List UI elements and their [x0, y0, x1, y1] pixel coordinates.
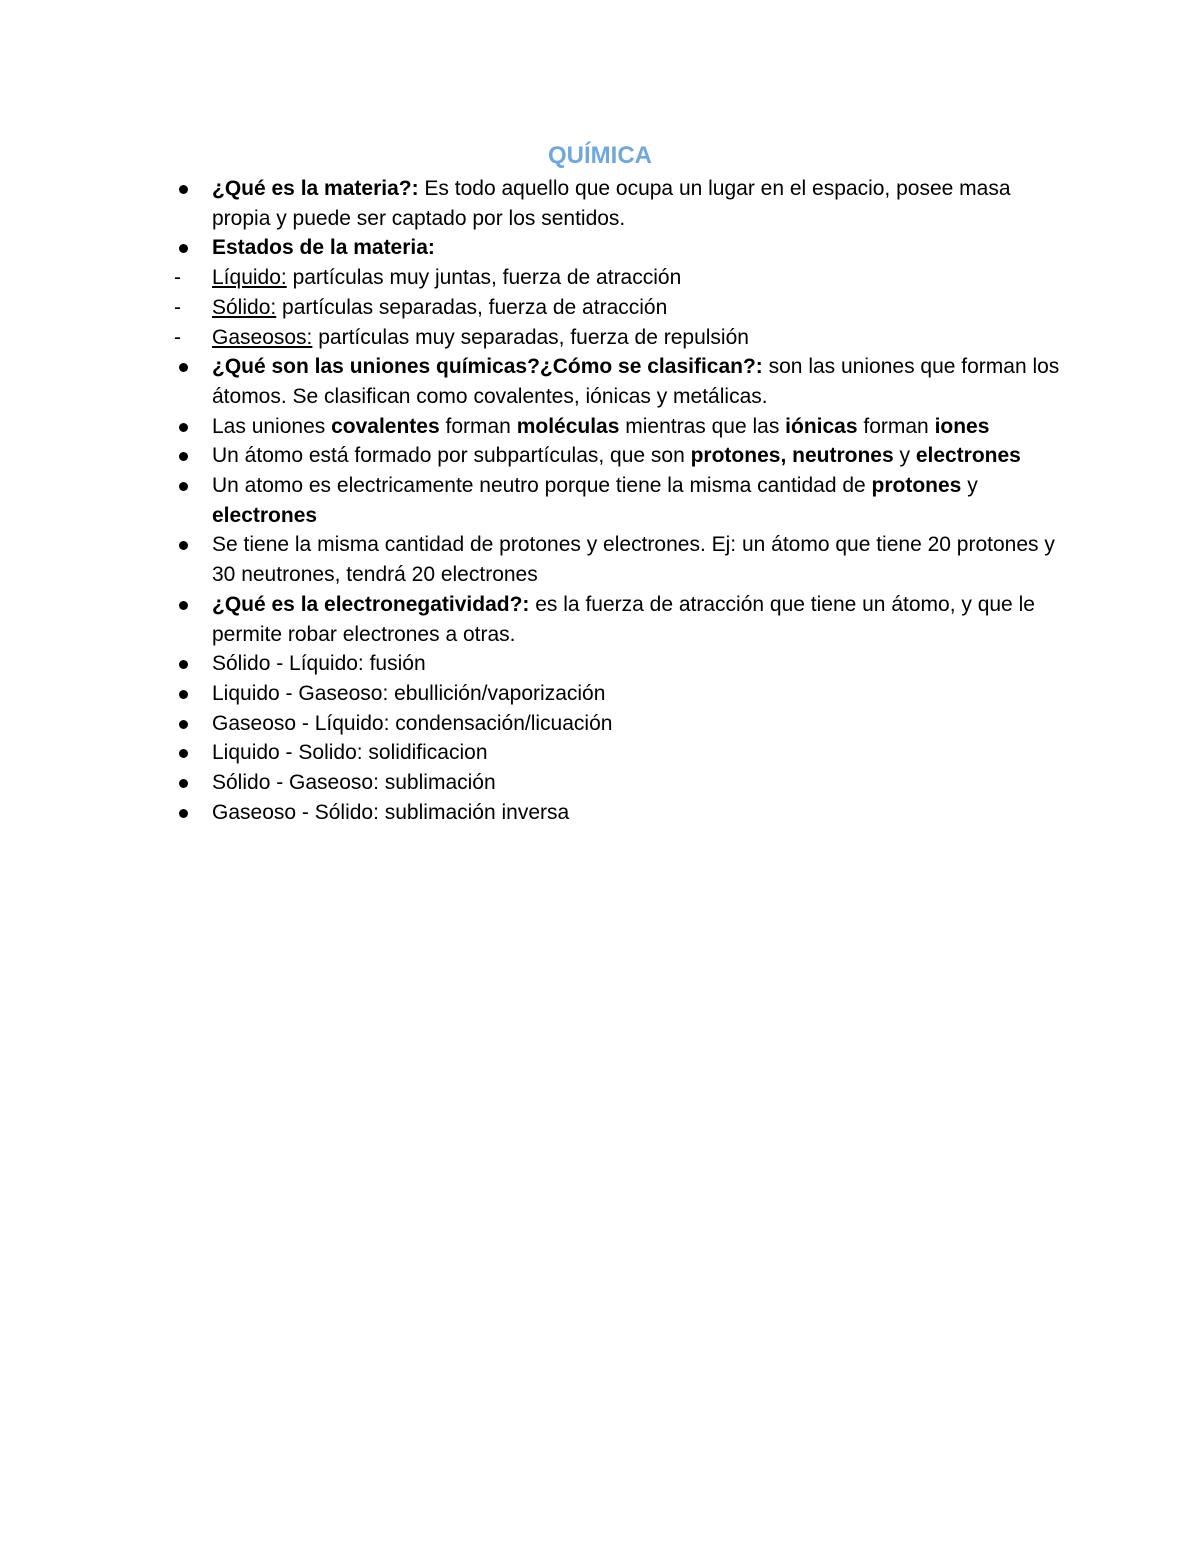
sub-list-item	[172, 293, 1062, 323]
list-item-text	[212, 444, 1021, 467]
list-item	[172, 412, 1062, 442]
list-item	[172, 709, 1062, 739]
notes-list	[172, 174, 1062, 827]
body-text: mientras que las	[619, 414, 786, 438]
list-item-text	[212, 593, 1035, 646]
body-text: Liquido - Solido: solidificacion	[212, 741, 488, 765]
list-item	[172, 768, 1062, 798]
bold-text: covalentes	[331, 414, 440, 438]
list-item-text	[212, 415, 989, 438]
body-text: Gaseoso - Líquido: condensación/licuación	[212, 711, 613, 735]
bold-text: ¿Qué es la materia?:	[212, 177, 419, 200]
list-item-text	[212, 474, 978, 527]
list-item-text	[212, 533, 1055, 586]
underlined-label: Gaseosos:	[212, 325, 313, 349]
body-text: Sólido - Líquido: fusión	[212, 652, 426, 676]
list-item-text	[212, 266, 681, 289]
bold-text: Estados de la materia:	[212, 236, 435, 260]
list-item	[172, 233, 1062, 263]
body-text: son las uniones que forman los átomos. Se clasifican como covalentes, iónicas y metálicas.	[212, 355, 1060, 408]
document-title: QUÍMICA	[548, 142, 652, 169]
list-item	[172, 530, 1062, 589]
body-text: y	[893, 444, 916, 468]
bold-text: iones	[934, 414, 990, 438]
list-item-text	[212, 652, 426, 675]
sub-list-item	[172, 263, 1062, 293]
body-text: Las uniones	[212, 414, 332, 438]
list-item-text	[212, 801, 569, 824]
body-text: Sólido - Gaseoso: sublimación	[212, 771, 496, 795]
body-text: Gaseoso - Sólido: sublimación inversa	[212, 800, 570, 824]
list-item-text	[212, 296, 667, 319]
list-item-text	[212, 355, 1059, 408]
body-text: Liquido - Gaseoso: ebullición/vaporización	[212, 681, 606, 705]
list-item	[172, 352, 1062, 411]
bold-text: electrones	[915, 444, 1021, 468]
body-text: partículas separadas, fuerza de atracción	[276, 295, 668, 319]
body-text: Es todo aquello que ocupa un lugar en el espacio, posee masa propia y puede ser captado por los sentidos.	[212, 177, 1011, 230]
body-text: Se tiene la misma cantidad de protones y electrones. Ej: un átomo que tiene 20 protones y 30 neutrones, tendrá 20 electrones	[212, 533, 1055, 587]
list-item-text	[212, 682, 605, 705]
list-item-text	[212, 712, 612, 735]
body-text: Un atomo es electricamente neutro porque tiene la misma cantidad de	[212, 474, 872, 498]
list-item	[172, 679, 1062, 709]
list-item-text	[212, 771, 496, 794]
bold-text: protones, neutrones	[690, 444, 894, 468]
bold-text: electrones	[212, 503, 318, 527]
body-text: partículas muy juntas, fuerza de atracción	[286, 266, 682, 290]
underlined-label: Líquido:	[212, 266, 287, 290]
bold-text: moléculas	[516, 414, 620, 438]
bold-text: iónicas	[785, 414, 858, 438]
list-item	[172, 441, 1062, 471]
list-item-text	[212, 236, 435, 259]
bold-text: ¿Qué es la electronegatividad?:	[212, 592, 530, 616]
list-item-text	[212, 177, 1011, 230]
body-text: Un átomo está formado por subpartículas, que son	[212, 444, 691, 468]
bold-text: protones	[871, 474, 962, 498]
list-item	[172, 590, 1062, 649]
list-item	[172, 471, 1062, 530]
body-text: partículas muy separadas, fuerza de repulsión	[312, 325, 749, 349]
list-item	[172, 738, 1062, 768]
underlined-label: Sólido:	[212, 295, 277, 319]
list-item	[172, 649, 1062, 679]
body-text: y	[961, 474, 978, 498]
body-text: forman	[857, 414, 935, 438]
sub-list-item	[172, 323, 1062, 353]
list-item-text	[212, 741, 488, 764]
list-item	[172, 798, 1062, 828]
body-text: forman	[439, 414, 517, 438]
list-item-text	[212, 326, 749, 349]
list-item	[172, 174, 1062, 233]
body-text: es la fuerza de atracción que tiene un átomo, y que le permite robar electrones a otras.	[212, 592, 1035, 646]
bold-text: ¿Qué son las uniones químicas?¿Cómo se clasifican?:	[212, 355, 763, 379]
